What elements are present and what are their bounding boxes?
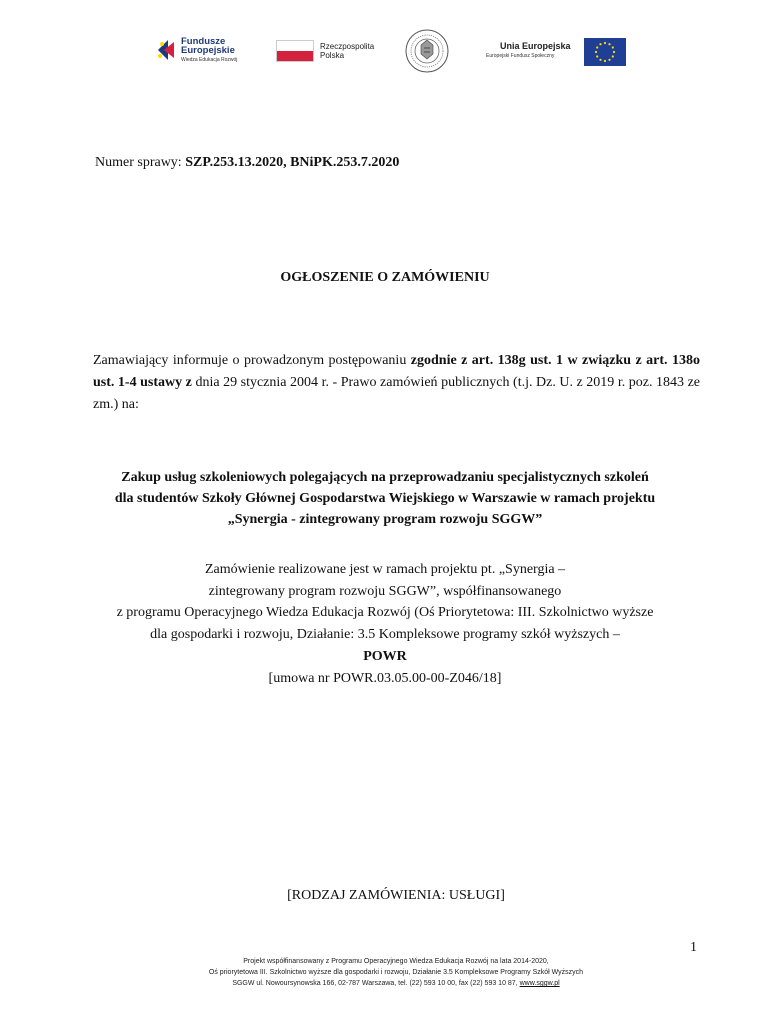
- logo-sggw-seal: [404, 28, 450, 74]
- intro-legal-basis: zgodnie z art. 138g ust. 1 w związku z art. 138o ust. 1-4 ustawy z: [93, 353, 700, 390]
- rp-logo-text: Rzeczpospolita Polska: [320, 42, 375, 60]
- fundusze-europejskie-icon: [154, 36, 176, 64]
- subject-line: „Synergia - zintegrowany program rozwoju SGGW”: [227, 512, 543, 527]
- case-number: [95, 155, 399, 171]
- footer-address: SGGW ul. Nowoursynowska 166, 02-787 Warszawa, tel. (22) 593 10 00, fax (22) 593 10 87,: [232, 980, 520, 987]
- intro-text-1: Zamawiający informuje o prowadzonym postępowaniu: [93, 353, 411, 368]
- page-footer: [0, 956, 770, 989]
- intro-text-2: dnia 29 stycznia 2004 r. - Prawo zamówień publicznych (t.j. Dz. U. z 2019 r. poz. 1843 ze zm.) na:: [93, 375, 700, 412]
- footer-line: [0, 978, 770, 989]
- case-number-value: SZP.253.13.2020, BNiPK.253.7.2020: [185, 155, 400, 170]
- footer-line: Oś priorytetowa III. Szkolnictwo wyższe dla gospodarki i rozwoju, Działanie 3.5 Kompleksowe Programy Szkół Wyższych: [208, 969, 584, 976]
- logo-rzeczpospolita-polska: [276, 40, 386, 66]
- ue-logo-subtext: Europejski Fundusz Społeczny: [486, 53, 555, 59]
- case-number-label: Numer sprawy:: [95, 155, 186, 170]
- fe-logo-text: Fundusze Europejskie: [181, 36, 235, 56]
- subject-line: Zakup usług szkoleniowych polegających na przeprowadzaniu specjalistycznych szkoleń: [121, 470, 649, 485]
- project-line: dla gospodarki i rozwoju, Działanie: 3.5 Kompleksowe programy szkół wyższych –: [150, 626, 620, 642]
- footer-line: Projekt współfinansowany z Programu Operacyjnego Wiedza Edukacja Rozwój na lata 2014-2020,: [243, 958, 549, 965]
- logo-fundusze-europejskie: [154, 36, 254, 68]
- project-line: z programu Operacyjnego Wiedza Edukacja Rozwój (Oś Priorytetowa: III. Szkolnictwo wyższe: [116, 605, 654, 620]
- website-link[interactable]: www.sggw.pl: [519, 980, 560, 987]
- logo-unia-europejska: [486, 38, 628, 66]
- sggw-seal-icon: [404, 28, 450, 74]
- project-line: Zamówienie realizowane jest w ramach projektu pt. „Synergia –: [204, 562, 566, 577]
- subject-line: dla studentów Szkoły Głównej Gospodarstwa Wiejskiego w Warszawie w ramach projektu: [114, 491, 656, 506]
- header-logos: [0, 28, 770, 78]
- order-kind: [RODZAJ ZAMÓWIENIA: USŁUGI]: [287, 888, 505, 903]
- project-line: zintegrowany program rozwoju SGGW”, współfinansowanego: [208, 583, 562, 599]
- project-agreement: [umowa nr POWR.03.05.00-00-Z046/18]: [268, 670, 502, 686]
- project-powr: POWR: [363, 649, 407, 664]
- project-info: [40, 559, 730, 689]
- fe-logo-subtext: Wiedza Edukacja Rozwój: [181, 57, 238, 63]
- order-subject: [60, 467, 710, 530]
- ue-logo-text: Unia Europejska: [500, 41, 571, 51]
- eu-flag-icon: [584, 38, 626, 66]
- polish-flag-icon: [276, 40, 314, 62]
- intro-paragraph: [93, 350, 700, 416]
- page-title: OGŁOSZENIE O ZAMÓWIENIU: [280, 270, 490, 285]
- page-number: 1: [690, 940, 697, 955]
